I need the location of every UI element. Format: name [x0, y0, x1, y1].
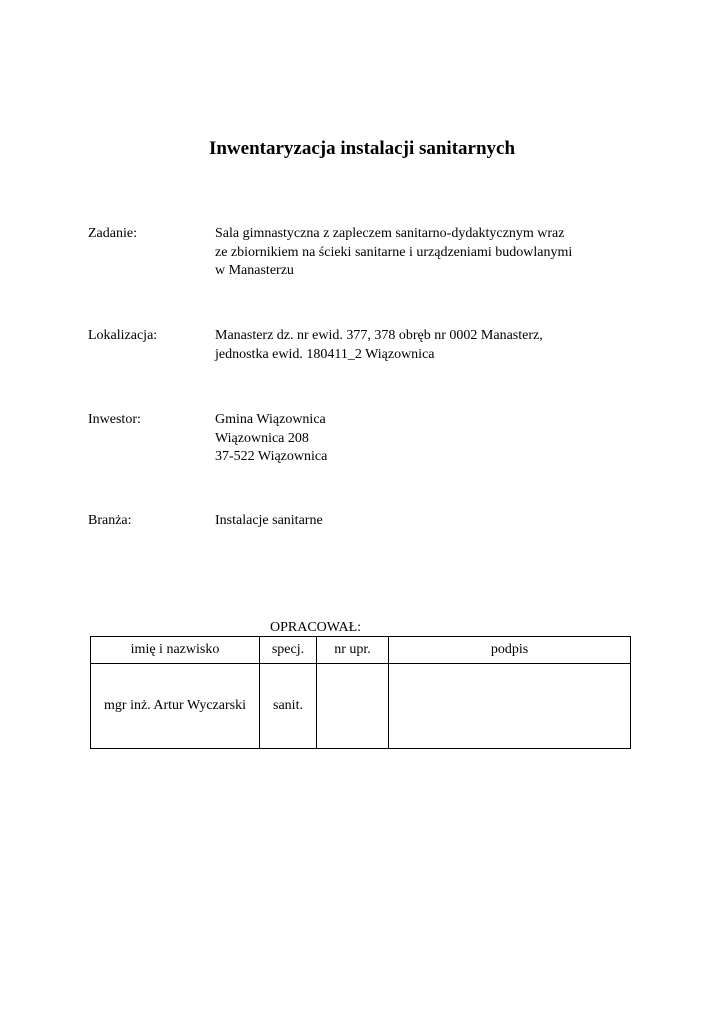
lokalizacja-line: jednostka ewid. 180411_2 Wiązownica [215, 346, 435, 362]
cell-specialty: sanit. [260, 664, 317, 749]
opracowal-table [90, 636, 631, 749]
branza-value [215, 512, 655, 531]
inwestor-line: 37-522 Wiązownica [215, 449, 328, 464]
zadanie-line: Sala gimnastyczna z zapleczem sanitarno-dydaktycznym wraz [215, 226, 565, 241]
document-title: Inwentaryzacja instalacji sanitarnych [208, 138, 516, 159]
opracowal-heading: OPRACOWAŁ: [270, 620, 362, 635]
column-header-specialty: specj. [260, 637, 317, 664]
inwestor-label: Inwestor: [88, 412, 141, 427]
inwestor-line: Wiązownica 208 [215, 430, 309, 446]
table-header-row [91, 637, 631, 664]
inwestor-line: Gmina Wiązownica [215, 412, 326, 427]
zadanie-value [215, 225, 655, 281]
column-header-license: nr upr. [317, 637, 389, 664]
cell-license [317, 664, 389, 749]
lokalizacja-label: Lokalizacja: [88, 328, 158, 343]
lokalizacja-line: Manasterz dz. nr ewid. 377, 378 obręb nr 0002 Manasterz, [215, 328, 543, 343]
column-header-signature: podpis [389, 637, 631, 664]
zadanie-line: ze zbiornikiem na ścieki sanitarne i urządzeniami budowlanymi [215, 244, 573, 260]
lokalizacja-value [215, 327, 655, 364]
cell-name: mgr inż. Artur Wyczarski [91, 664, 260, 749]
branza-line: Instalacje sanitarne [215, 513, 323, 528]
branza-label: Branża: [88, 513, 132, 528]
table-row [91, 664, 631, 749]
cell-signature [389, 664, 631, 749]
zadanie-line: w Manasterzu [215, 263, 294, 278]
zadanie-label: Zadanie: [88, 226, 137, 241]
column-header-name: imię i nazwisko [91, 637, 260, 664]
inwestor-value [215, 411, 655, 467]
